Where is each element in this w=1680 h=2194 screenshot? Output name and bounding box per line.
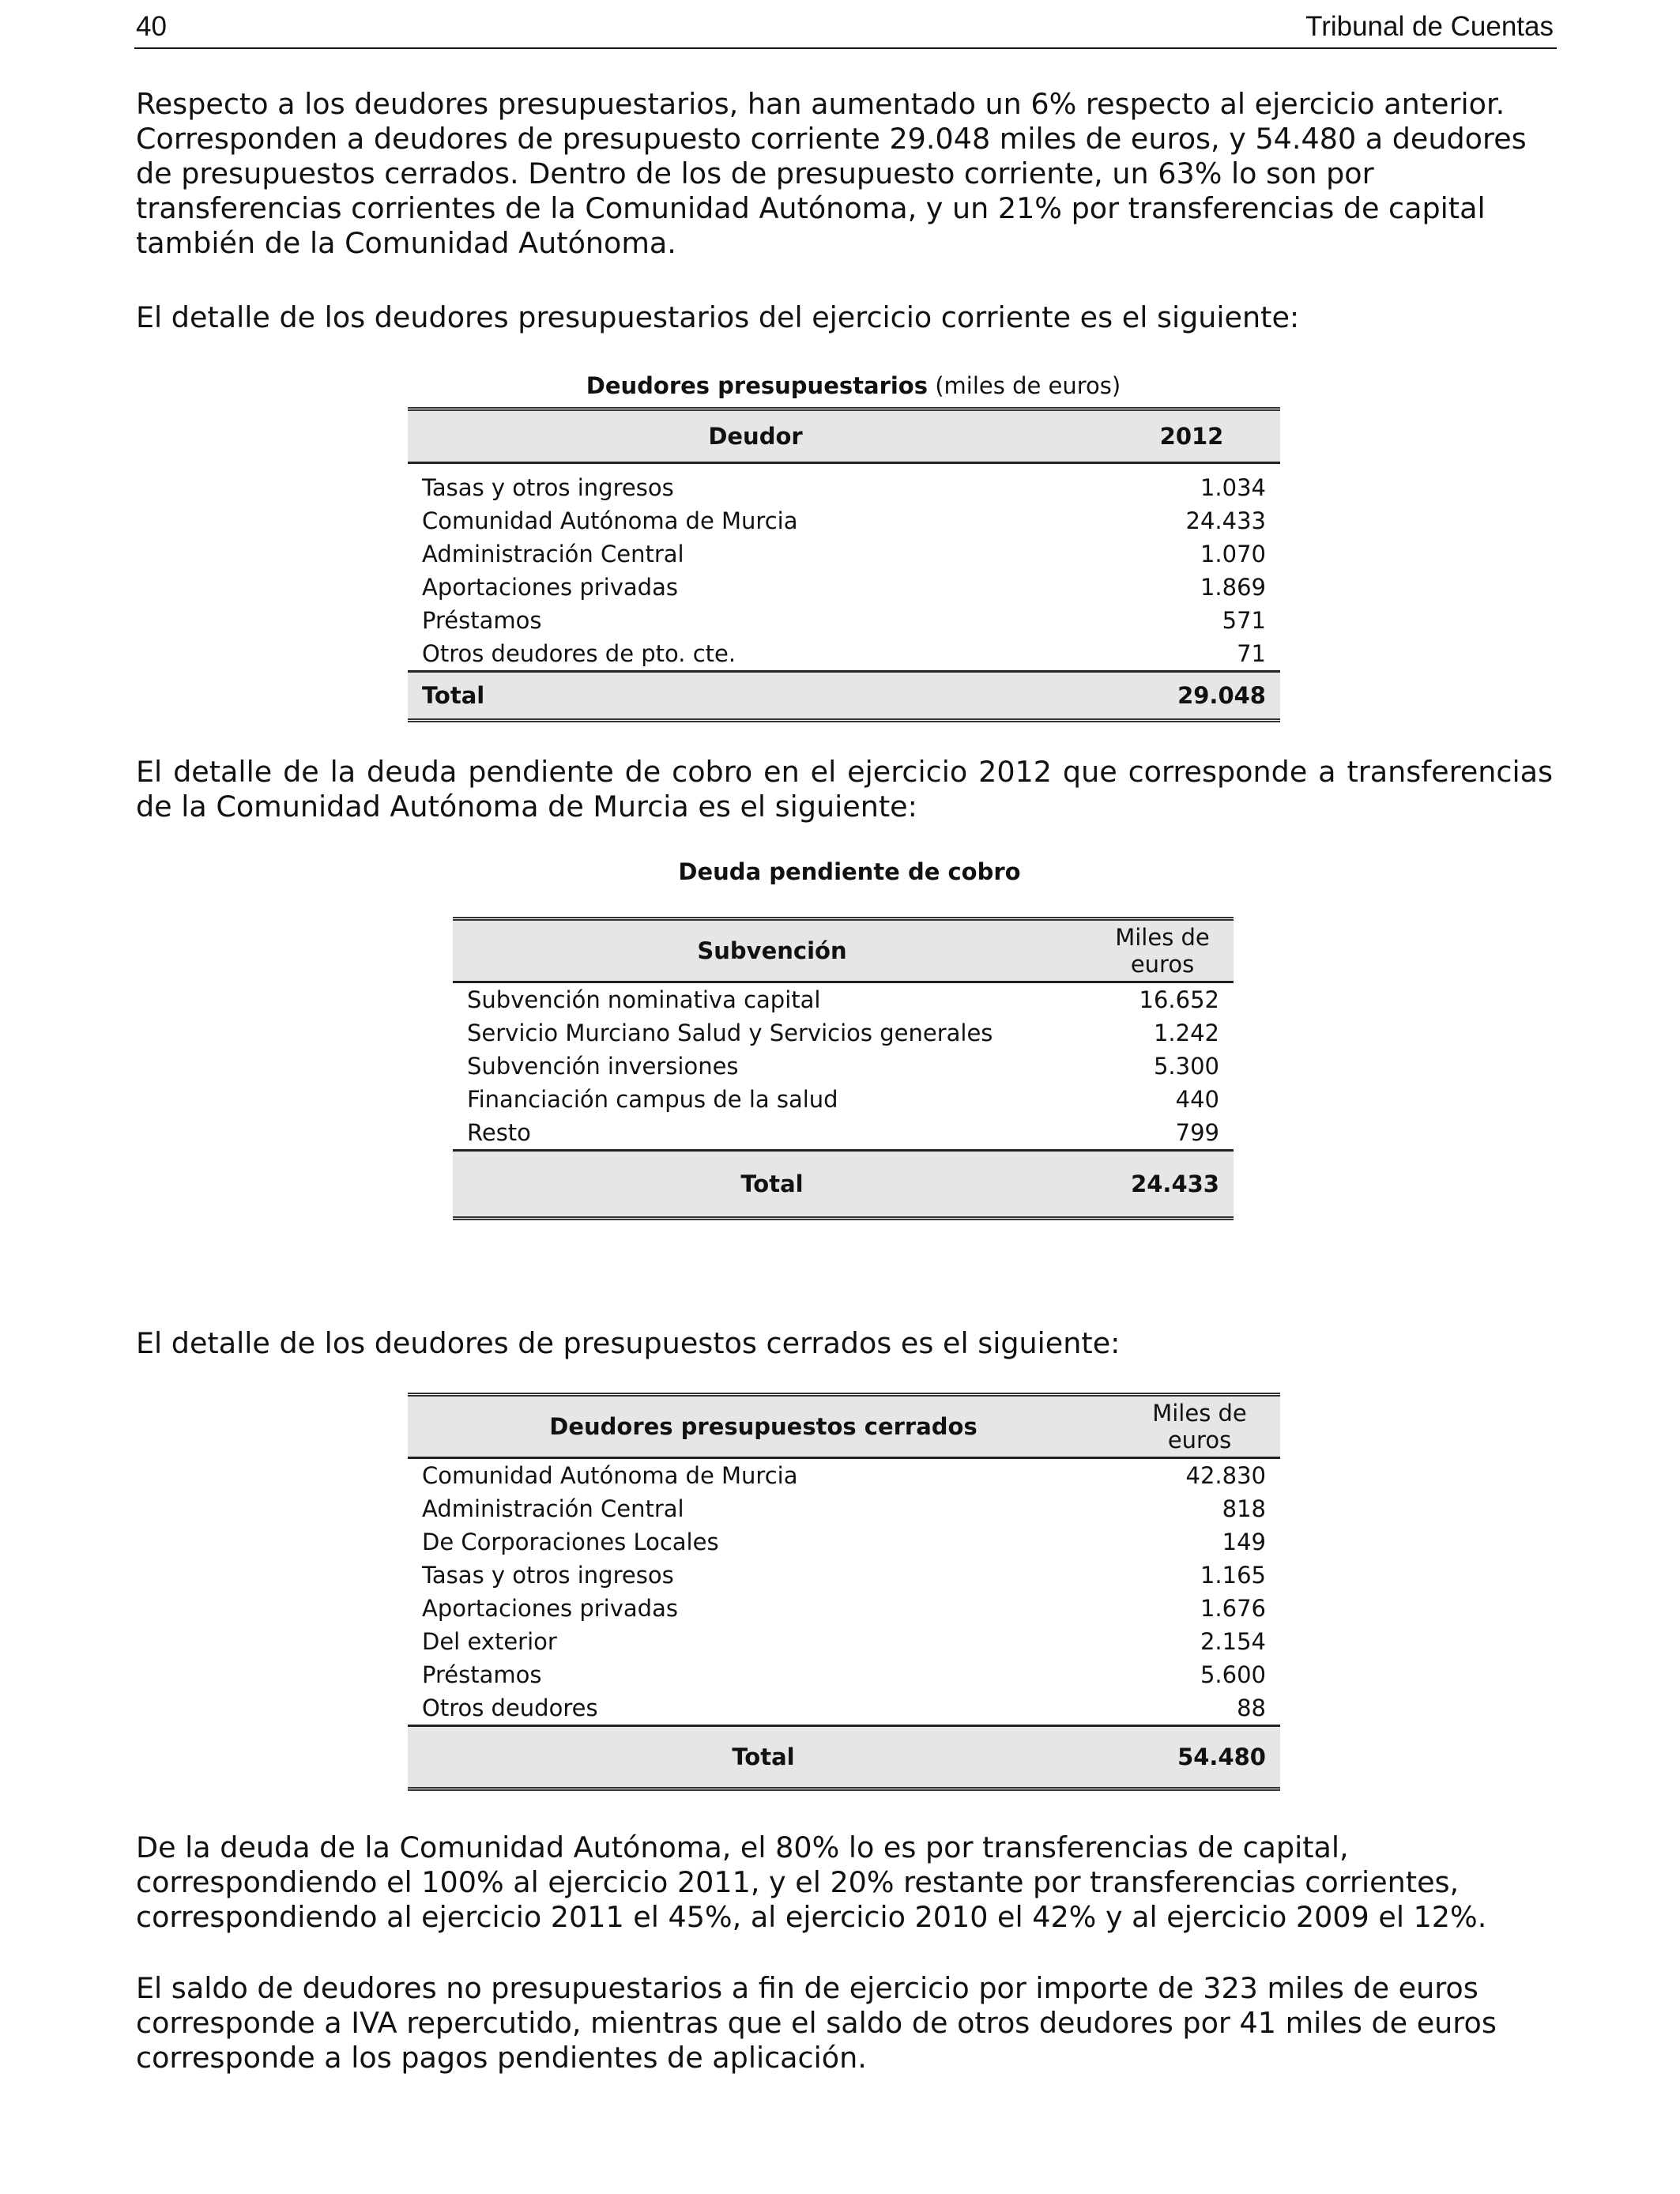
table2-row-label: Servicio Murciano Salud y Servicios generales [467, 1020, 993, 1046]
table-row [408, 1658, 1280, 1691]
table2-title-text: Deuda pendiente de cobro [678, 858, 1021, 885]
table2-row-value: 16.652 [1139, 986, 1219, 1013]
table-row [453, 1050, 1234, 1083]
table-deudores-presupuestos-cerrados [408, 1393, 1280, 1791]
table-row [408, 471, 1280, 504]
table1-row-value: 71 [1237, 639, 1266, 667]
table3-col-miles [1119, 1395, 1280, 1458]
table3-row-value: 818 [1222, 1495, 1266, 1522]
table2-row-value: 5.300 [1153, 1053, 1219, 1080]
table1-row-label: Tasas y otros ingresos [422, 473, 674, 501]
table-row [453, 1083, 1234, 1116]
table-row [408, 1592, 1280, 1625]
table3-row-value: 5.600 [1200, 1661, 1266, 1688]
table3-row-label: Administración Central [422, 1495, 684, 1522]
table3-row-value: 149 [1222, 1529, 1266, 1555]
table-row [408, 537, 1280, 571]
table3-col-deudores: Deudores presupuestos cerrados [408, 1395, 1119, 1458]
table3-row-label: Préstamos [422, 1661, 542, 1688]
table-row [408, 604, 1280, 637]
table3-col-miles-line2: euros [1167, 1427, 1232, 1453]
paragraph-deudores-no-presupuestarios: El saldo de deudores no presupuestarios a fin de ejercicio por importe de 323 miles de euros corresponde a IVA repercutido, mientras que el saldo de otros deudores por 41 miles de euros corresponde a los pagos pendientes de aplicación. [136, 1971, 1497, 2075]
table1-row-value: 1.034 [1200, 473, 1266, 501]
organization-name: Tribunal de Cuentas [1305, 11, 1554, 42]
table3-row-label: Aportaciones privadas [422, 1595, 678, 1622]
table1-header-row [408, 409, 1280, 463]
table-row [408, 637, 1280, 672]
table1-row-value: 24.433 [1185, 507, 1266, 534]
table2-row-label: Financiación campus de la salud [467, 1086, 838, 1113]
table3-col-miles-line1: Miles de [1152, 1400, 1247, 1427]
table-deudores-presupuestarios [408, 407, 1280, 722]
table1-total-row [408, 671, 1280, 720]
table1-row-label: Préstamos [422, 606, 542, 634]
table-row [453, 982, 1234, 1017]
table1-title [411, 371, 1296, 400]
paragraph-deudores-summary: Respecto a los deudores presupuestarios, han aumentado un 6% respecto al ejercicio anterior. Corresponden a deudores de presupuesto corriente 29.048 miles de euros, y 54.480 a deudores de presupuestos cerrados. Dentro de los de presupuesto corriente, un 63% lo son por transferencias corrientes de la Comunidad Autónoma, y un 21% por transferencias de capital también de la Comunidad Autónoma. [136, 87, 1527, 260]
table1-row-label: Administración Central [422, 540, 684, 567]
table3-row-value: 1.165 [1200, 1562, 1266, 1589]
table-deuda-pendiente-cobro [453, 917, 1234, 1220]
paragraph-deuda-comunidad: De la deuda de la Comunidad Autónoma, el 80% lo es por transferencias de capital, correspondiendo el 100% al ejercicio 2011, y el 20% restante por transferencias corrientes, correspondiendo al ejercicio 2011 el 45%, al ejercicio 2010 el 42% y al ejercicio 2009 el 12%. [136, 1830, 1487, 1934]
table2-col-miles [1091, 919, 1234, 982]
table1-row-value: 1.869 [1200, 573, 1266, 601]
table1-total-value: 29.048 [1103, 671, 1280, 720]
table-row [408, 1691, 1280, 1726]
table-row [408, 571, 1280, 604]
table-row [408, 1458, 1280, 1493]
table3-row-value: 42.830 [1185, 1462, 1266, 1489]
table2-total-label: Total [453, 1151, 1091, 1219]
paragraph-detalle-deuda-pendiente: El detalle de la deuda pendiente de cobro en el ejercicio 2012 que corresponde a transferencias de la Comunidad Autónoma de Murcia es el siguiente: [136, 755, 1553, 824]
table2-col-miles-line2: euros [1130, 951, 1195, 978]
table-row [408, 1492, 1280, 1525]
table2-row-label: Subvención inversiones [467, 1053, 739, 1080]
table3-row-value: 2.154 [1200, 1628, 1266, 1655]
table2-col-subvencion: Subvención [453, 919, 1091, 982]
table3-row-label: Otros deudores [422, 1695, 598, 1721]
paragraph-detalle-corriente: El detalle de los deudores presupuestarios del ejercicio corriente es el siguiente: [136, 300, 1300, 334]
table-row [453, 1016, 1234, 1050]
running-header [134, 6, 1557, 49]
table3-total-label: Total [408, 1726, 1119, 1789]
table-row [408, 1625, 1280, 1658]
table3-row-label: Tasas y otros ingresos [422, 1562, 674, 1589]
table1-title-bold: Deudores presupuestarios [586, 372, 928, 399]
table1-col-deudor: Deudor [408, 409, 1103, 463]
table1-row-label: Aportaciones privadas [422, 573, 678, 601]
table1-row-value: 1.070 [1200, 540, 1266, 567]
table3-row-label: Comunidad Autónoma de Murcia [422, 1462, 798, 1489]
table-row [408, 1559, 1280, 1592]
table-row [453, 1116, 1234, 1151]
table1-total-label: Total [408, 671, 1103, 720]
page-number: 40 [136, 11, 167, 42]
table2-title [454, 858, 1245, 886]
table2-header-row [453, 919, 1234, 982]
table2-row-label: Resto [467, 1119, 531, 1146]
table3-row-value: 1.676 [1200, 1595, 1266, 1622]
table1-row-value: 571 [1222, 606, 1266, 634]
table1-col-2012: 2012 [1103, 409, 1280, 463]
table3-header-row [408, 1395, 1280, 1458]
table3-row-value: 88 [1237, 1695, 1266, 1721]
table1-title-units: (miles de euros) [928, 372, 1121, 399]
table1-row-label: Otros deudores de pto. cte. [422, 639, 736, 667]
table3-total-row [408, 1726, 1280, 1789]
table2-row-value: 1.242 [1153, 1020, 1219, 1046]
table2-total-row [453, 1151, 1234, 1219]
paragraph-detalle-cerrados: El detalle de los deudores de presupuestos cerrados es el siguiente: [136, 1326, 1121, 1360]
table2-total-value: 24.433 [1091, 1151, 1234, 1219]
table2-row-value: 440 [1175, 1086, 1219, 1113]
table3-total-value: 54.480 [1119, 1726, 1280, 1789]
table-row [408, 504, 1280, 537]
table-row [408, 1525, 1280, 1559]
table3-row-label: De Corporaciones Locales [422, 1529, 719, 1555]
table2-row-value: 799 [1175, 1119, 1219, 1146]
table2-row-label: Subvención nominativa capital [467, 986, 821, 1013]
table3-row-label: Del exterior [422, 1628, 557, 1655]
table1-row-label: Comunidad Autónoma de Murcia [422, 507, 798, 534]
table2-col-miles-line1: Miles de [1115, 924, 1210, 951]
